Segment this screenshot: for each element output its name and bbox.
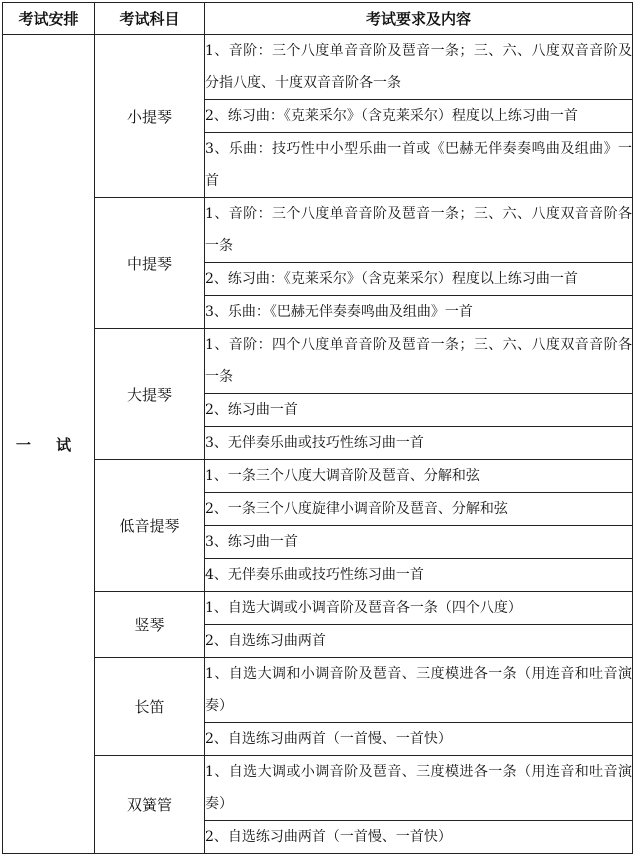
requirement-item: 3、无伴奏乐曲或技巧性练习曲一首: [205, 427, 633, 460]
requirement-item: 1、音阶：四个八度单音音阶及琶音一条；三、六、八度双音音阶各一条: [205, 329, 633, 394]
requirement-item: 3、乐曲：技巧性中小型乐曲一首或《巴赫无伴奏奏鸣曲及组曲》一首: [205, 133, 633, 198]
subject-flute: 长笛: [95, 658, 205, 756]
requirement-item: 2、练习曲：《克莱采尔》（含克莱采尔）程度以上练习曲一首: [205, 100, 633, 133]
requirement-item: 2、练习曲：《克莱采尔》（含克莱采尔）程度以上练习曲一首: [205, 263, 633, 296]
subject-double-bass: 低音提琴: [95, 460, 205, 592]
requirement-item: 1、自选大调和小调音阶及琶音、三度模进各一条（用连音和吐音演奏）: [205, 658, 633, 723]
table-row: [3, 592, 633, 625]
subject-harp: 竖琴: [95, 592, 205, 658]
requirement-item: 1、一条三个八度大调音阶及琶音、分解和弦: [205, 460, 633, 493]
subject-viola: 中提琴: [95, 198, 205, 329]
table-row: [3, 756, 633, 821]
subject-cello: 大提琴: [95, 329, 205, 460]
requirement-item: 2、自选练习曲两首（一首慢、一首快）: [205, 723, 633, 756]
requirement-item: 1、自选大调或小调音阶及琶音各一条（四个八度）: [205, 592, 633, 625]
table-row: [3, 198, 633, 263]
requirement-item: 1、音阶：三个八度单音音阶及琶音一条；三、六、八度双音音阶及分指八度、十度双音音阶各一条: [205, 35, 633, 100]
requirement-item: 2、自选练习曲两首: [205, 625, 633, 658]
header-subject: 考试科目: [95, 3, 205, 35]
requirement-item: 4、无伴奏乐曲或技巧性练习曲一首: [205, 559, 633, 592]
exam-requirements-table: [2, 2, 633, 854]
requirement-item: 2、一条三个八度旋律小调音阶及琶音、分解和弦: [205, 493, 633, 526]
requirement-item: 1、自选大调或小调音阶及琶音、三度模进各一条（用连音和吐音演奏）: [205, 756, 633, 821]
subject-oboe: 双簧管: [95, 756, 205, 854]
requirement-item: 3、乐曲：《巴赫无伴奏奏鸣曲及组曲》一首: [205, 296, 633, 329]
table-row: [3, 329, 633, 394]
table-row: [3, 460, 633, 493]
header-row: [3, 3, 633, 35]
header-arrangement: 考试安排: [3, 3, 95, 35]
requirement-item: 2、练习曲一首: [205, 394, 633, 427]
requirement-item: 2、自选练习曲两首（一首慢、一首快）: [205, 821, 633, 854]
table-row: [3, 658, 633, 723]
table-row: [3, 35, 633, 100]
arrangement-cell: 一 试: [3, 35, 95, 854]
requirement-item: 1、音阶：三个八度单音音阶及琶音一条；三、六、八度双音音阶各一条: [205, 198, 633, 263]
requirement-item: 3、练习曲一首: [205, 526, 633, 559]
header-requirements: 考试要求及内容: [205, 3, 633, 35]
subject-violin: 小提琴: [95, 35, 205, 198]
